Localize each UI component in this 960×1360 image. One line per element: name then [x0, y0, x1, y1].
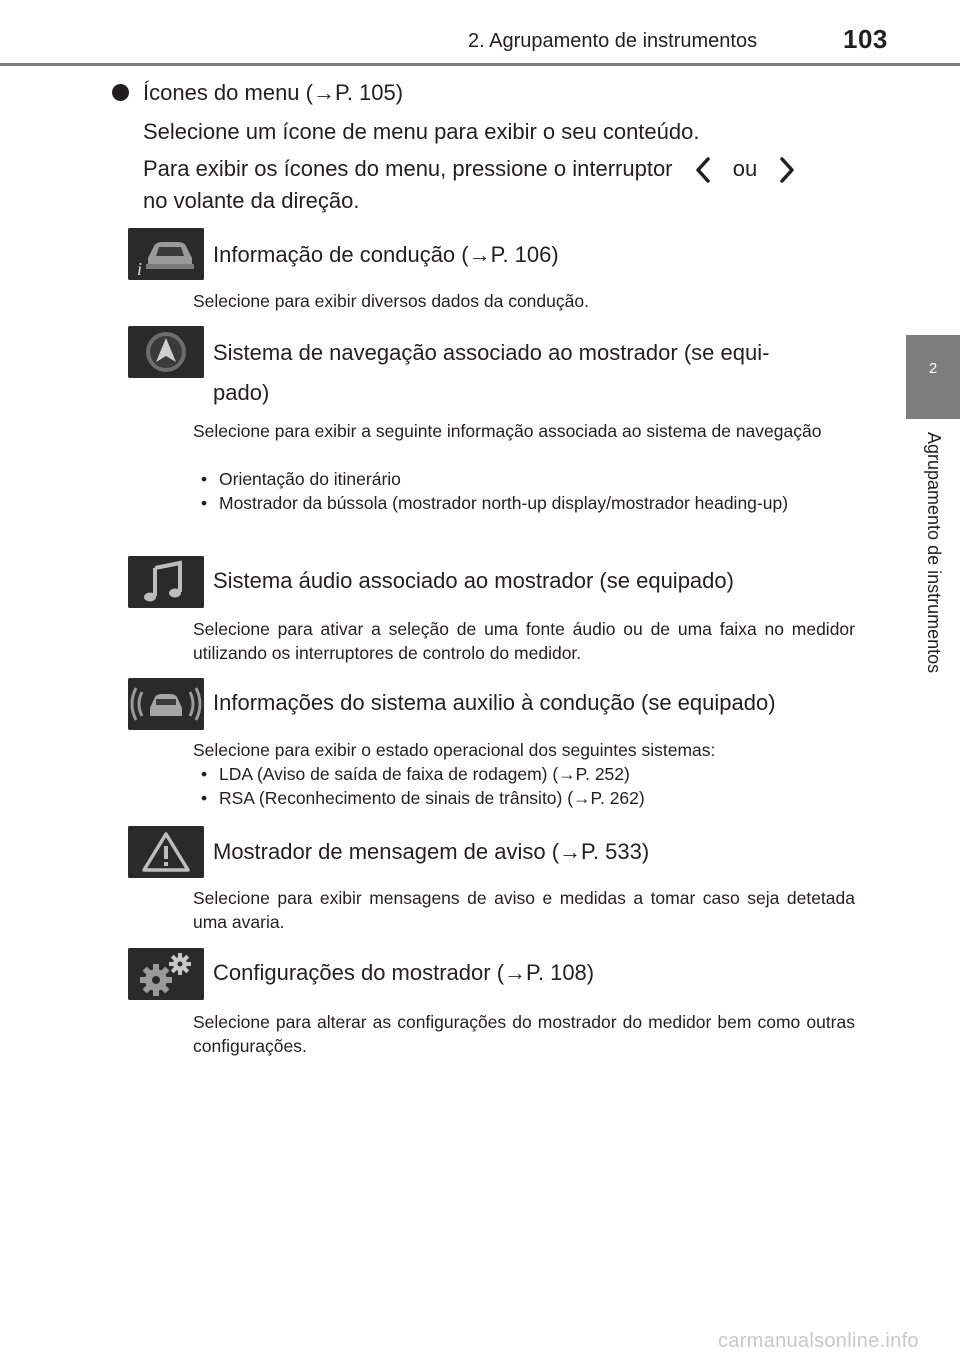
chapter-tab: [906, 335, 960, 419]
warning-triangle-icon: [128, 826, 204, 878]
intro-line-3: no volante da direção.: [143, 188, 360, 213]
item-title-driving-info: Informação de condução (→P. 106): [213, 242, 559, 267]
settings-gears-icon: [128, 948, 204, 1000]
header-divider: [0, 63, 960, 66]
bullet-route-guidance: • Orientação do itinerário: [193, 467, 855, 491]
intro-line-1: Selecione um ícone de menu para exibir o seu conteúdo.: [143, 119, 700, 144]
item-desc-audio: Selecione para ativar a seleção de uma fonte áudio ou de uma faixa no medidor utilizando os interruptores de controlo do medidor.: [193, 619, 855, 663]
intro-line-2: [143, 154, 843, 185]
item-title-audio: Sistema áudio associado ao mostrador (se equipado): [213, 568, 734, 593]
section-bullet: [112, 84, 129, 101]
item-title-settings: Configurações do mostrador (→P. 108): [213, 960, 595, 985]
item-desc-driving-assist: Selecione para exibir o estado operacional dos seguintes sistemas:: [193, 740, 716, 760]
item-title-navigation-1: Sistema de navegação associado ao mostrador (se equi-: [213, 340, 770, 365]
chevron-right-icon: [769, 155, 803, 185]
intro-line-2-text: Para exibir os ícones do menu, pressione o interruptor: [143, 156, 673, 181]
page-number: 103: [843, 24, 888, 54]
running-header: 2. Agrupamento de instrumentos: [468, 30, 758, 52]
item-desc-settings: Selecione para alterar as configurações do mostrador do medidor bem como outras configurações.: [193, 1012, 855, 1056]
list-item: [193, 467, 855, 515]
item-title-navigation-2: pado): [213, 380, 270, 405]
list-item: [193, 762, 855, 810]
driving-assist-icon: [128, 678, 204, 730]
intro-or-text: ou: [732, 156, 758, 181]
bullet-compass-display: • Mostrador da bússola (mostrador north-up display/mostrador heading-up): [193, 491, 855, 515]
watermark: carmanualsonline.info: [718, 1330, 919, 1352]
car-info-icon: [128, 228, 204, 280]
navigation-icon: [128, 326, 204, 378]
item-title-warning: Mostrador de mensagem de aviso (→P. 533): [213, 839, 650, 864]
music-note-icon: [128, 556, 204, 608]
svg-text:i: i: [137, 259, 143, 279]
chapter-number: 2: [928, 360, 938, 377]
section-heading: Ícones do menu (→P. 105): [143, 80, 404, 105]
bullet-lda: • LDA (Aviso de saída de faixa de rodagem) (→P. 252): [193, 762, 855, 786]
chevron-left-icon: [687, 155, 721, 185]
item-desc-driving-info: Selecione para exibir diversos dados da condução.: [193, 291, 589, 311]
item-title-driving-assist: Informações do sistema auxilio à condução (se equipado): [213, 690, 776, 715]
item-desc-navigation: Selecione para exibir a seguinte informação associada ao sistema de navegação: [193, 421, 822, 441]
item-desc-warning: Selecione para exibir mensagens de aviso e medidas a tomar caso seja detetada uma avaria.: [193, 888, 855, 932]
chapter-label: Agrupamento de instrumentos: [924, 432, 944, 674]
bullet-rsa: • RSA (Reconhecimento de sinais de trânsito) (→P. 262): [193, 786, 855, 810]
